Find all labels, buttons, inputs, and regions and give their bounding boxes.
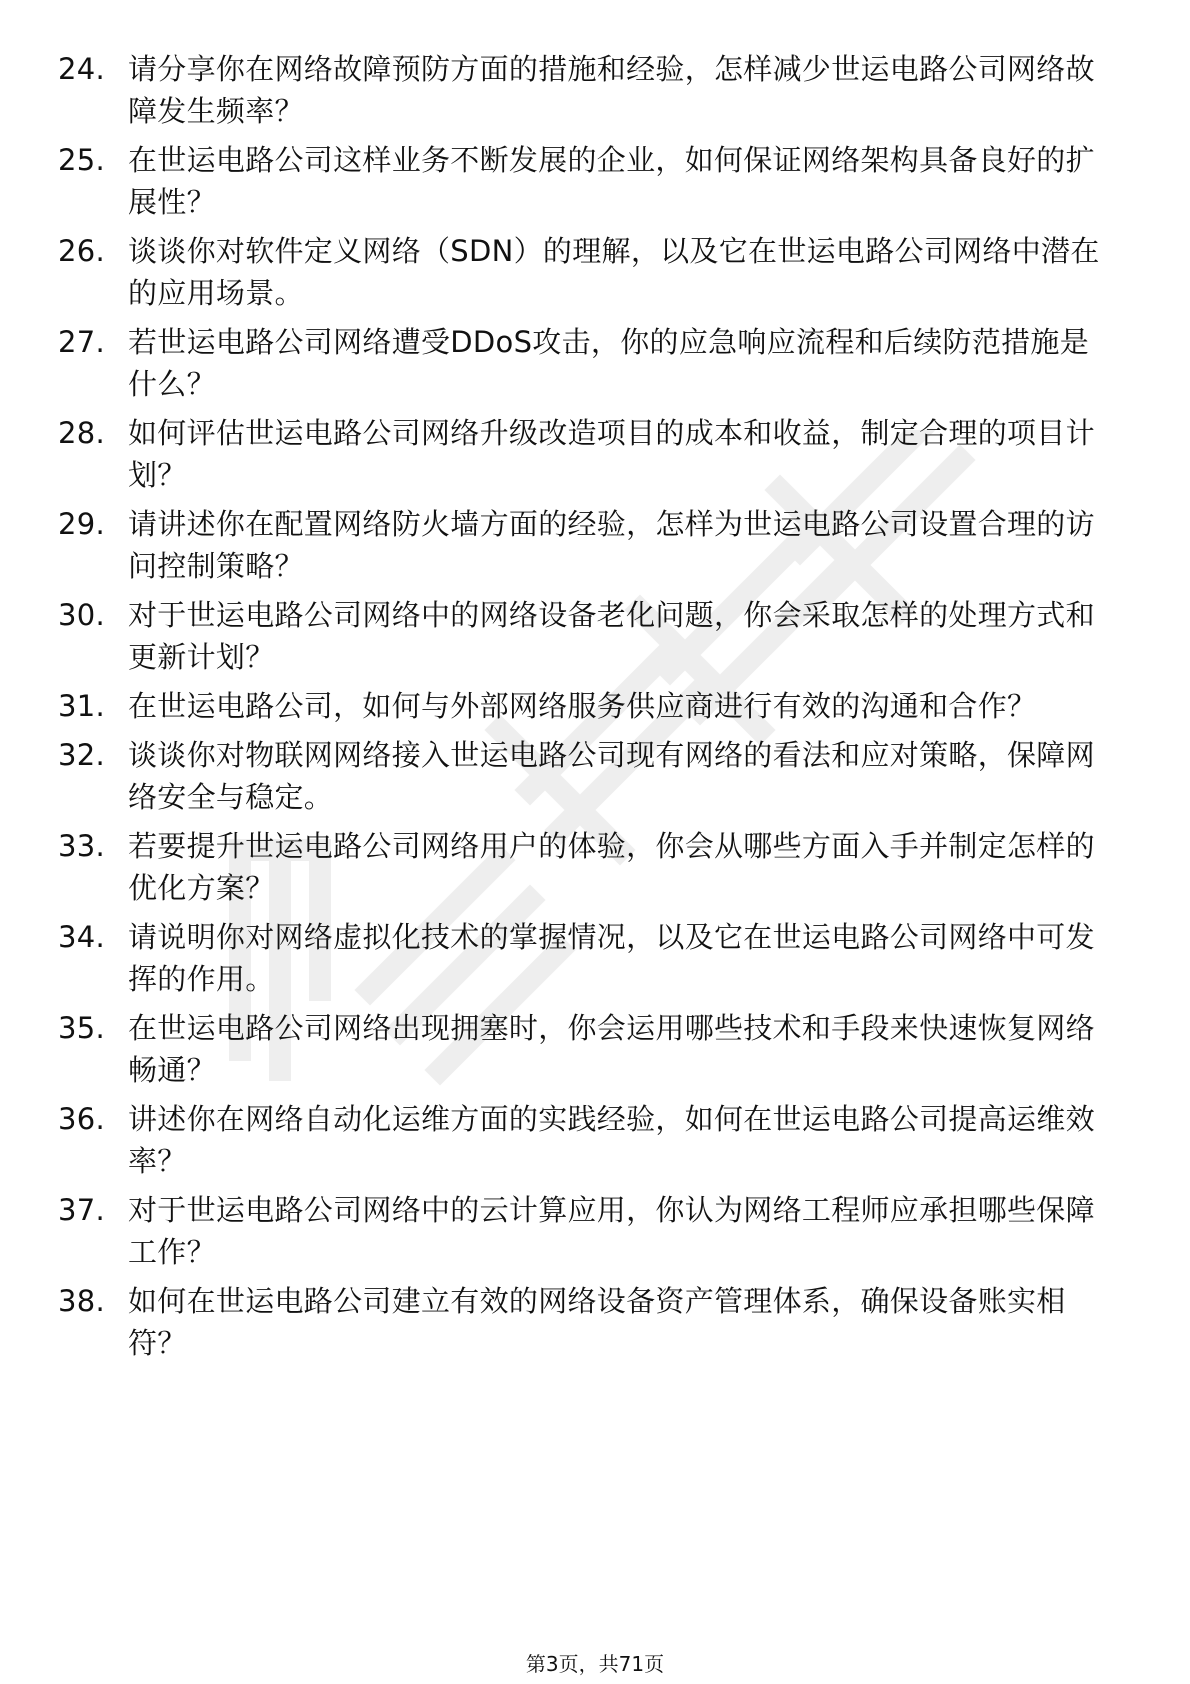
question-number: 31. <box>58 689 106 723</box>
list-item <box>58 230 1118 314</box>
question-text: 在世运电路公司这样业务不断发展的企业，如何保证网络架构具备良好的扩展性？ <box>128 143 1095 219</box>
question-text: 对于世运电路公司网络中的云计算应用，你认为网络工程师应承担哪些保障工作？ <box>128 1193 1095 1269</box>
question-text: 请讲述你在配置网络防火墙方面的经验，怎样为世运电路公司设置合理的访问控制策略？ <box>128 507 1095 583</box>
question-text: 讲述你在网络自动化运维方面的实践经验，如何在世运电路公司提高运维效率？ <box>128 1102 1095 1178</box>
list-item <box>58 1280 1118 1364</box>
list-item <box>58 48 1118 132</box>
list-item <box>58 594 1118 678</box>
list-item <box>58 321 1118 405</box>
question-text: 若世运电路公司网络遭受DDoS攻击，你的应急响应流程和后续防范措施是什么？ <box>128 325 1090 401</box>
question-text: 请说明你对网络虚拟化技术的掌握情况，以及它在世运电路公司网络中可发挥的作用。 <box>128 920 1095 996</box>
list-item <box>58 1189 1118 1273</box>
question-number: 28. <box>58 416 106 450</box>
question-text: 如何评估世运电路公司网络升级改造项目的成本和收益，制定合理的项目计划？ <box>128 416 1095 492</box>
question-number: 33. <box>58 829 106 863</box>
question-text: 对于世运电路公司网络中的网络设备老化问题，你会采取怎样的处理方式和更新计划？ <box>128 598 1095 674</box>
question-number: 36. <box>58 1102 106 1136</box>
list-item <box>58 503 1118 587</box>
list-item <box>58 1098 1118 1182</box>
question-number: 29. <box>58 507 106 541</box>
list-item <box>58 1007 1118 1091</box>
list-item <box>58 734 1118 818</box>
question-number: 25. <box>58 143 106 177</box>
question-number: 37. <box>58 1193 106 1227</box>
page-number-label: 第3页，共71页 <box>525 1652 665 1676</box>
question-text: 在世运电路公司网络出现拥塞时，你会运用哪些技术和手段来快速恢复网络畅通？ <box>128 1011 1095 1087</box>
question-number: 38. <box>58 1284 106 1318</box>
question-number: 26. <box>58 234 106 268</box>
list-item <box>58 825 1118 909</box>
question-text: 在世运电路公司，如何与外部网络服务供应商进行有效的沟通和合作？ <box>128 689 1037 723</box>
question-number: 27. <box>58 325 106 359</box>
question-number: 30. <box>58 598 106 632</box>
question-number: 32. <box>58 738 106 772</box>
page-footer <box>0 1652 1190 1676</box>
list-item <box>58 412 1118 496</box>
question-text: 请分享你在网络故障预防方面的措施和经验，怎样减少世运电路公司网络故障发生频率？ <box>128 52 1095 128</box>
question-text: 若要提升世运电路公司网络用户的体验，你会从哪些方面入手并制定怎样的优化方案？ <box>128 829 1095 905</box>
list-item <box>58 916 1118 1000</box>
question-text: 谈谈你对物联网网络接入世运电路公司现有网络的看法和应对策略，保障网络安全与稳定。 <box>128 738 1095 814</box>
list-item <box>58 139 1118 223</box>
question-number: 24. <box>58 52 106 86</box>
question-text: 谈谈你对软件定义网络（SDN）的理解，以及它在世运电路公司网络中潜在的应用场景。 <box>128 234 1100 310</box>
question-number: 35. <box>58 1011 106 1045</box>
question-list <box>58 48 1118 1371</box>
question-text: 如何在世运电路公司建立有效的网络设备资产管理体系，确保设备账实相符？ <box>128 1284 1066 1360</box>
question-number: 34. <box>58 920 106 954</box>
list-item <box>58 685 1118 727</box>
